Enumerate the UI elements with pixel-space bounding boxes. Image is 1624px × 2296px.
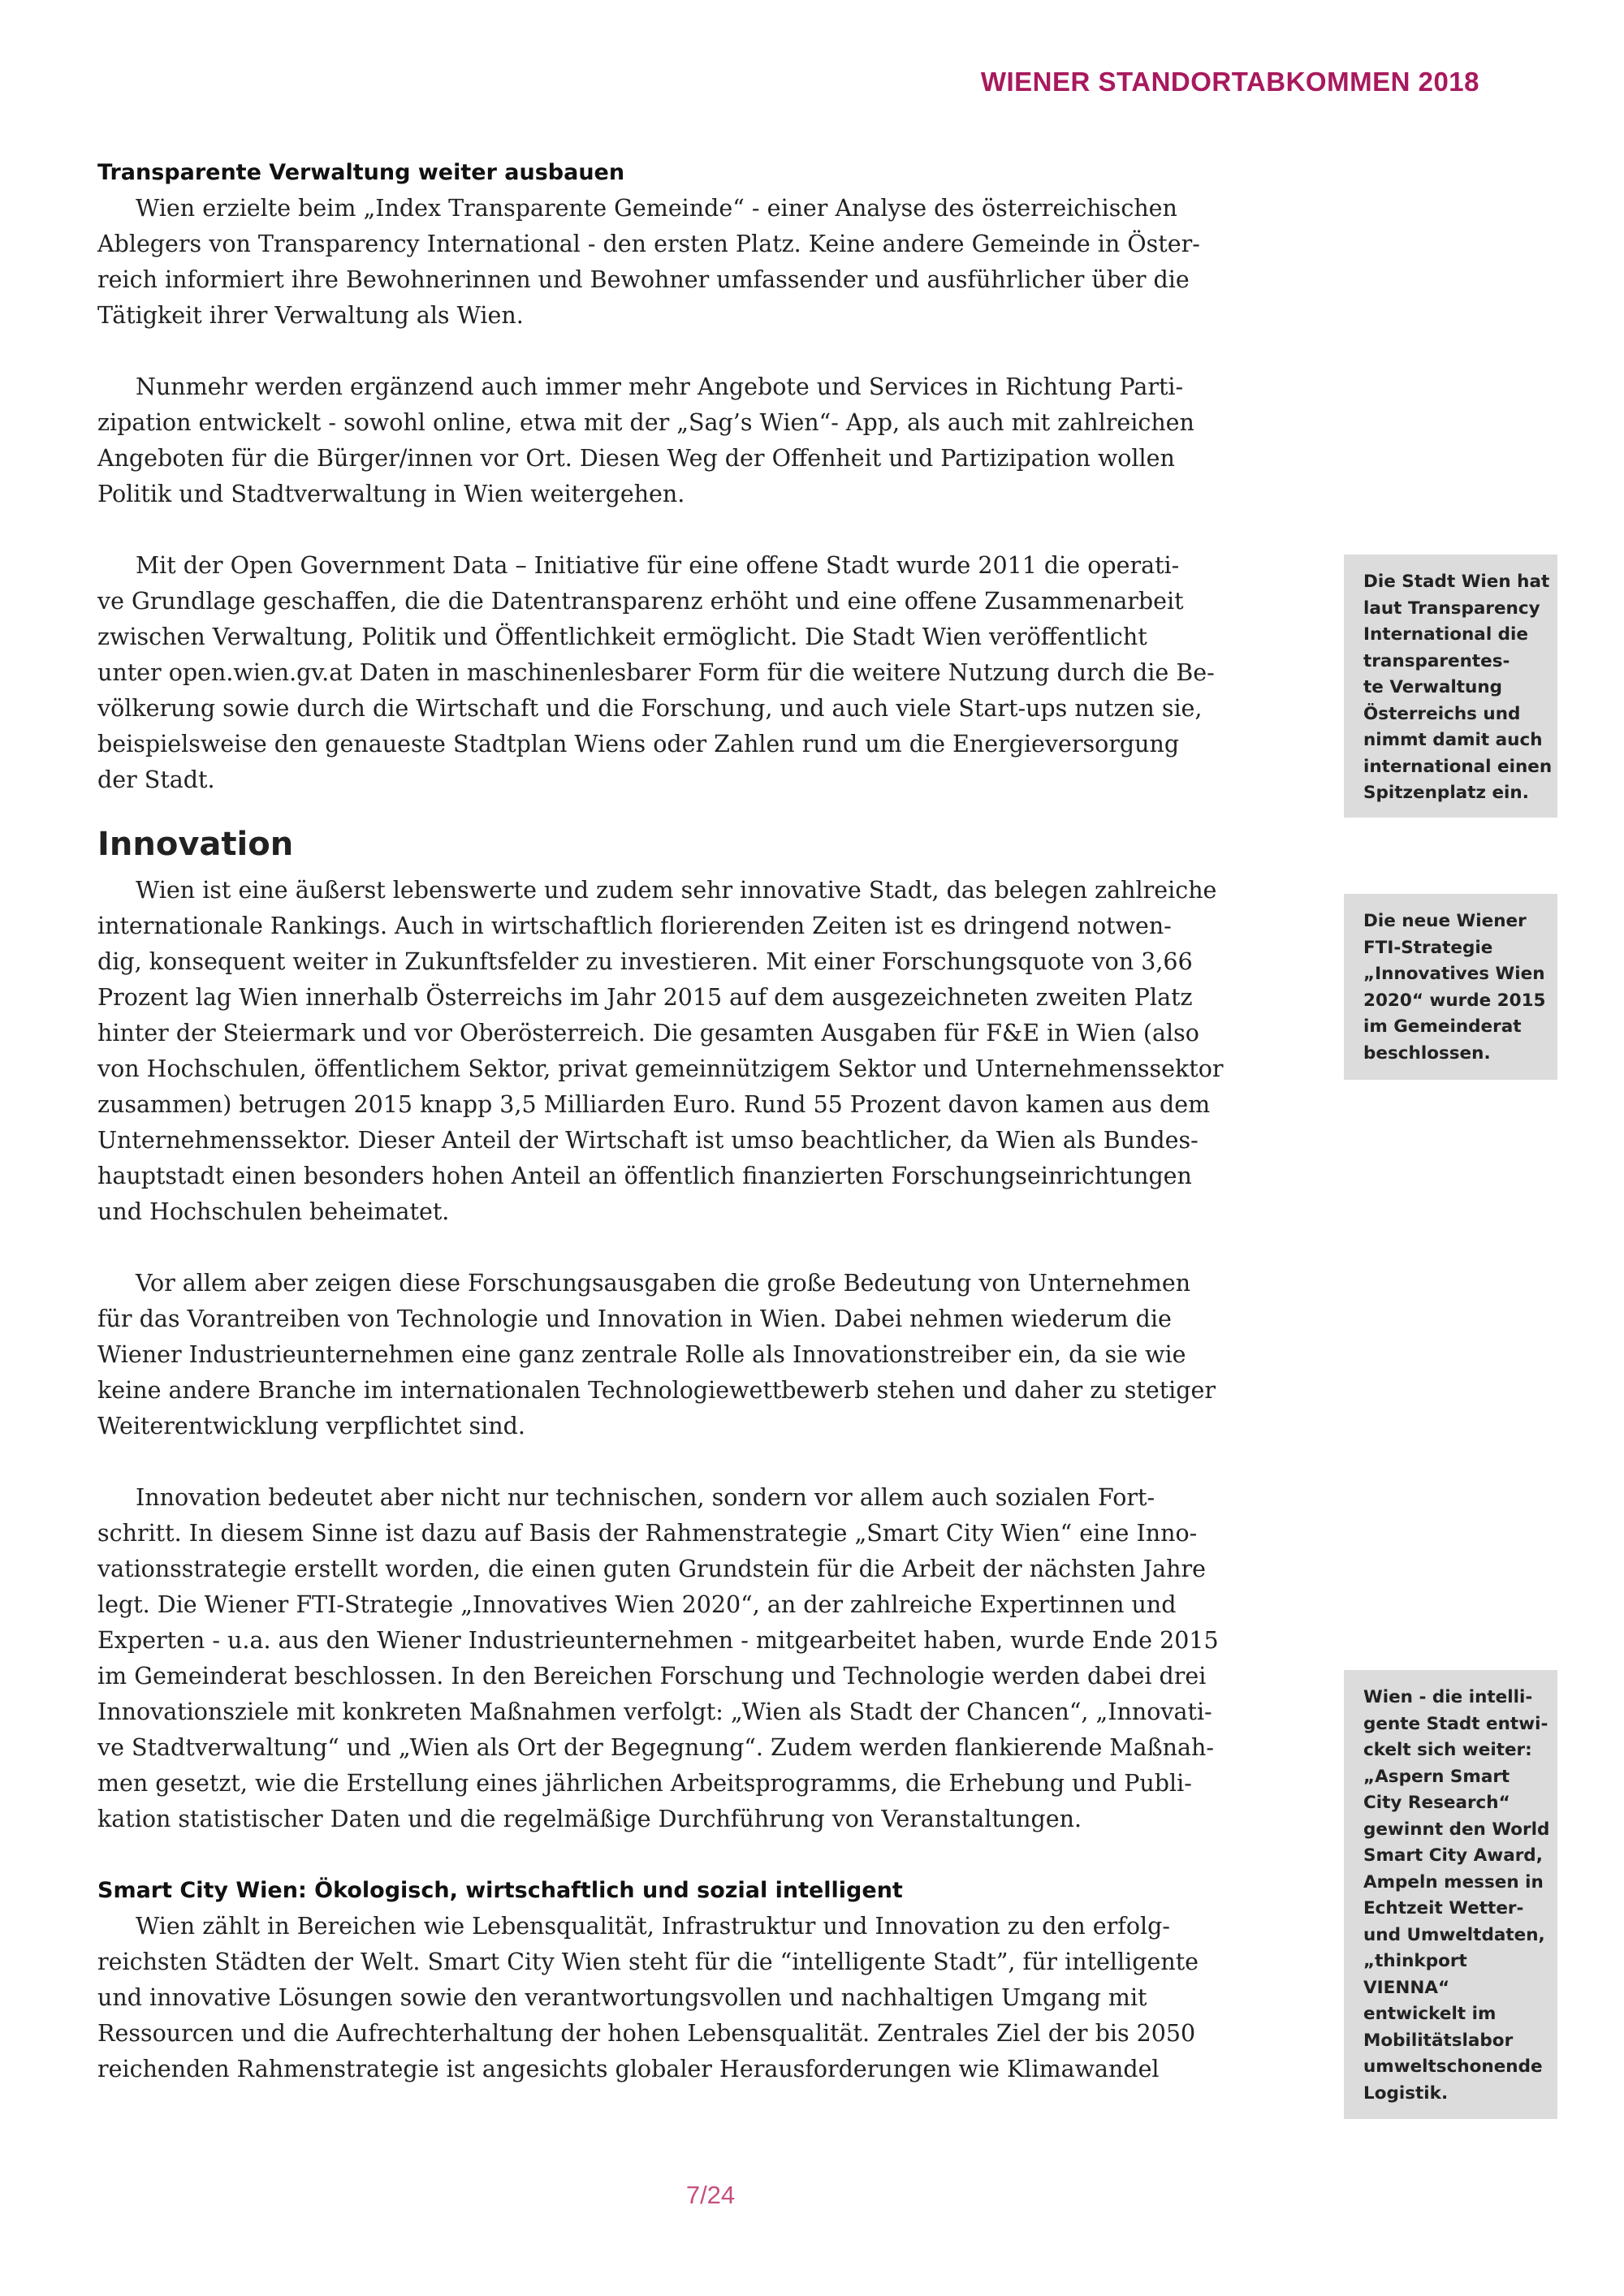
text-line: Wien ist eine äußerst lebenswerte und zudem sehr innovative Stadt, das belegen zahlreiche	[136, 877, 1217, 904]
text-line: zwischen Verwaltung, Politik und Öffentlichkeit ermöglicht. Die Stadt Wien veröffentlicht	[97, 624, 1147, 650]
sidebar-note-line: Smart City Award,	[1363, 1845, 1543, 1866]
text-line: Politik und Stadtverwaltung in Wien weitergehen.	[97, 481, 685, 507]
sidebar-note-line: „Aspern Smart	[1363, 1766, 1510, 1787]
sidebar-note-line: gente Stadt entwi-	[1363, 1713, 1548, 1734]
sidebar-note-line: Echtzeit Wetter-	[1363, 1898, 1524, 1918]
sidebar-note-line: umweltschonende	[1363, 2056, 1543, 2077]
sidebar-note-line: 2020“ wurde 2015	[1363, 990, 1546, 1011]
text-line: und innovative Lösungen sowie den verantwortungsvollen und nachhaltigen Umgang mit	[97, 1984, 1147, 2011]
sidebar-note-line: transparentes-	[1363, 650, 1510, 671]
sidebar-note-line: International die	[1363, 624, 1529, 645]
text-line: Unternehmenssektor. Dieser Anteil der Wirtschaft ist umso beachtlicher, da Wien als Bundes-	[97, 1127, 1199, 1154]
paragraph	[97, 1266, 1332, 1444]
text-line: Experten - u.a. aus den Wiener Industrieunternehmen - mitgearbeitet haben, wurde Ende 2015	[97, 1627, 1219, 1654]
sidebar-note-line: Spitzenplatz ein.	[1363, 783, 1529, 803]
text-line: der Stadt.	[97, 766, 215, 793]
text-line: hauptstadt einen besonders hohen Anteil an öffentlich finanzierten Forschungseinrichtungen	[97, 1163, 1192, 1189]
sidebar-note-line: gewinnt den World	[1363, 1819, 1550, 1840]
text-line: Ablegers von Transparency International - den ersten Platz. Keine andere Gemeinde in Öster-	[97, 231, 1200, 257]
sidebar-note-line: im Gemeinderat	[1363, 1016, 1522, 1037]
text-line: Prozent lag Wien innerhalb Österreichs im Jahr 2015 auf dem ausgezeichneten zweiten Platz	[97, 984, 1193, 1011]
sidebar-note-line: FTI-Strategie	[1363, 937, 1493, 958]
paragraph	[97, 191, 1332, 334]
main-text-column	[97, 155, 1332, 2087]
text-line: hinter der Steiermark und vor Oberösterreich. Die gesamten Ausgaben für F&E in Wien (also	[97, 1020, 1199, 1047]
sidebar-note-transparency	[1344, 555, 1557, 818]
sidebar-note-line: „thinkport	[1363, 1951, 1467, 1971]
text-line: vationsstrategie erstellt worden, die einen guten Grundstein für die Arbeit der nächsten Jahre	[97, 1556, 1206, 1582]
sidebar-note-line: beschlossen.	[1363, 1042, 1491, 1064]
text-line: dig, konsequent weiter in Zukunftsfelder zu investieren. Mit einer Forschungsquote von 3,66	[97, 948, 1193, 975]
sidebar-note-line: VIENNA“	[1363, 1977, 1450, 1998]
text-line: Vor allem aber zeigen diese Forschungsausgaben die große Bedeutung von Unternehmen	[136, 1270, 1191, 1297]
text-line: legt. Die Wiener FTI-Strategie „Innovatives Wien 2020“, an der zahlreiche Expertinnen und	[97, 1591, 1177, 1618]
text-line: kation statistischer Daten und die regelmäßige Durchführung von Veranstaltungen.	[97, 1806, 1082, 1832]
paragraph	[97, 873, 1332, 1230]
sidebar-note-line: nimmt damit auch	[1363, 730, 1543, 750]
text-line: und Hochschulen beheimatet.	[97, 1198, 450, 1225]
text-line: zipation entwickelt - sowohl online, etwa mit der „Sag’s Wien“- App, als auch mit zahlreichen	[97, 409, 1194, 436]
text-line: Innovation bedeutet aber nicht nur technischen, sondern vor allem auch sozialen Fort-	[136, 1484, 1155, 1511]
text-line: Tätigkeit ihrer Verwaltung als Wien.	[97, 302, 524, 329]
sidebar-note-line: Mobilitätslabor	[1363, 2030, 1514, 2051]
text-line: internationale Rankings. Auch in wirtschaftlich florierenden Zeiten ist es dringend notwen-	[97, 913, 1172, 939]
text-line: keine andere Branche im internationalen Technologiewettbewerb stehen und daher zu stetiger	[97, 1377, 1216, 1404]
text-line: für das Vorantreiben von Technologie und Innovation in Wien. Dabei nehmen wiederum die	[97, 1306, 1172, 1332]
text-line: Mit der Open Government Data – Initiative für eine offene Stadt wurde 2011 die operati-	[136, 552, 1180, 579]
text-line: im Gemeinderat beschlossen. In den Bereichen Forschung und Technologie werden dabei drei	[97, 1663, 1207, 1690]
sidebar-note-line: „Innovatives Wien	[1363, 964, 1545, 984]
text-line: men gesetzt, wie die Erstellung eines jährlichen Arbeitsprogramms, die Erhebung und Publi-	[97, 1770, 1192, 1797]
sidebar-note-line: City Research“	[1363, 1793, 1510, 1813]
sidebar-note-line: Logistik.	[1363, 2082, 1449, 2104]
sidebar-note-line: Ampeln messen in	[1363, 1871, 1544, 1892]
sidebar-note-line: entwickelt im	[1363, 2004, 1497, 2024]
text-line: unter open.wien.gv.at Daten in maschinenlesbarer Form für die weitere Nutzung durch die Be-	[97, 659, 1215, 686]
text-line: zusammen) betrugen 2015 knapp 3,5 Milliarden Euro. Rund 55 Prozent davon kamen aus dem	[97, 1091, 1211, 1118]
paragraph-spacer	[97, 1230, 1332, 1266]
sidebar-note-line: te Verwaltung	[1363, 677, 1503, 697]
subsection-heading: Transparente Verwaltung weiter ausbauen	[97, 160, 625, 185]
paragraph	[97, 1909, 1332, 2087]
sidebar-note-line: Österreichs und	[1363, 703, 1521, 724]
text-line: schritt. In diesem Sinne ist dazu auf Basis der Rahmenstrategie „Smart City Wien“ eine Inno-	[97, 1520, 1198, 1547]
text-line: Innovationsziele mit konkreten Maßnahmen verfolgt: „Wien als Stadt der Chancen“, „Innovati-	[97, 1698, 1212, 1725]
sidebar-note-line: ckelt sich weiter:	[1363, 1740, 1532, 1760]
text-line: Nunmehr werden ergänzend auch immer mehr Angebote und Services in Richtung Parti-	[136, 373, 1184, 400]
sidebar-note-line: Wien - die intelli-	[1363, 1687, 1533, 1707]
text-line: ve Stadtverwaltung“ und „Wien als Ort der Begegnung“. Zudem werden flankierende Maßnah-	[97, 1734, 1214, 1761]
paragraph	[97, 369, 1332, 512]
paragraph-spacer	[97, 334, 1332, 369]
sidebar-note-line: international einen	[1363, 756, 1553, 777]
paragraph	[97, 548, 1332, 798]
text-line: Weiterentwicklung verpflichtet sind.	[97, 1413, 525, 1439]
text-line: völkerung sowie durch die Wirtschaft und die Forschung, und auch viele Start-ups nutzen sie,	[97, 695, 1203, 722]
paragraph-spacer	[97, 1444, 1332, 1480]
paragraph-spacer	[97, 1837, 1332, 1873]
text-line: Wiener Industrieunternehmen eine ganz zentrale Rolle als Innovationstreiber ein, da sie wie	[97, 1341, 1186, 1368]
sidebar-note-line: laut Transparency	[1363, 598, 1540, 619]
page-number: 7/24	[685, 2181, 736, 2209]
sidebar-note-smart-city	[1344, 1670, 1557, 2119]
sidebar-note-line: und Umweltdaten,	[1363, 1924, 1545, 1945]
text-line: ve Grundlage geschaffen, die die Datentransparenz erhöht und eine offene Zusammenarbeit	[97, 588, 1184, 615]
document-header-title: WIENER STANDORTABKOMMEN 2018	[980, 67, 1479, 97]
text-line: Wien zählt in Bereichen wie Lebensqualität, Infrastruktur und Innovation zu den erfolg-	[136, 1913, 1170, 1940]
text-line: reichsten Städten der Welt. Smart City Wien steht für die “intelligente Stadt”, für intelligente	[97, 1949, 1199, 1975]
sidebar-note-line: Die Stadt Wien hat	[1363, 572, 1550, 592]
sidebar-note-line: Die neue Wiener	[1363, 911, 1527, 931]
paragraph-spacer	[97, 512, 1332, 548]
section-heading: Innovation	[97, 826, 294, 863]
text-line: Angeboten für die Bürger/innen vor Ort. Diesen Weg der Offenheit und Partizipation wollen	[97, 445, 1175, 472]
text-line: Ressourcen und die Aufrechterhaltung der hohen Lebensqualität. Zentrales Ziel der bis 2050	[97, 2020, 1196, 2047]
sidebar-note-fti-strategy	[1344, 894, 1557, 1080]
text-line: von Hochschulen, öffentlichem Sektor, privat gemeinnützigem Sektor und Unternehmenssektor	[97, 1055, 1224, 1082]
text-line: reichenden Rahmenstrategie ist angesichts globaler Herausforderungen wie Klimawandel	[97, 2056, 1160, 2082]
text-line: Wien erzielte beim „Index Transparente Gemeinde“ - einer Analyse des österreichischen	[136, 195, 1177, 222]
text-line: reich informiert ihre Bewohnerinnen und Bewohner umfassender und ausführlicher über die	[97, 266, 1190, 293]
subsection-heading: Smart City Wien: Ökologisch, wirtschaftlich und sozial intelligent	[97, 1878, 903, 1903]
paragraph	[97, 1480, 1332, 1837]
text-line: beispielsweise den genaueste Stadtplan Wiens oder Zahlen rund um die Energieversorgung	[97, 731, 1180, 757]
